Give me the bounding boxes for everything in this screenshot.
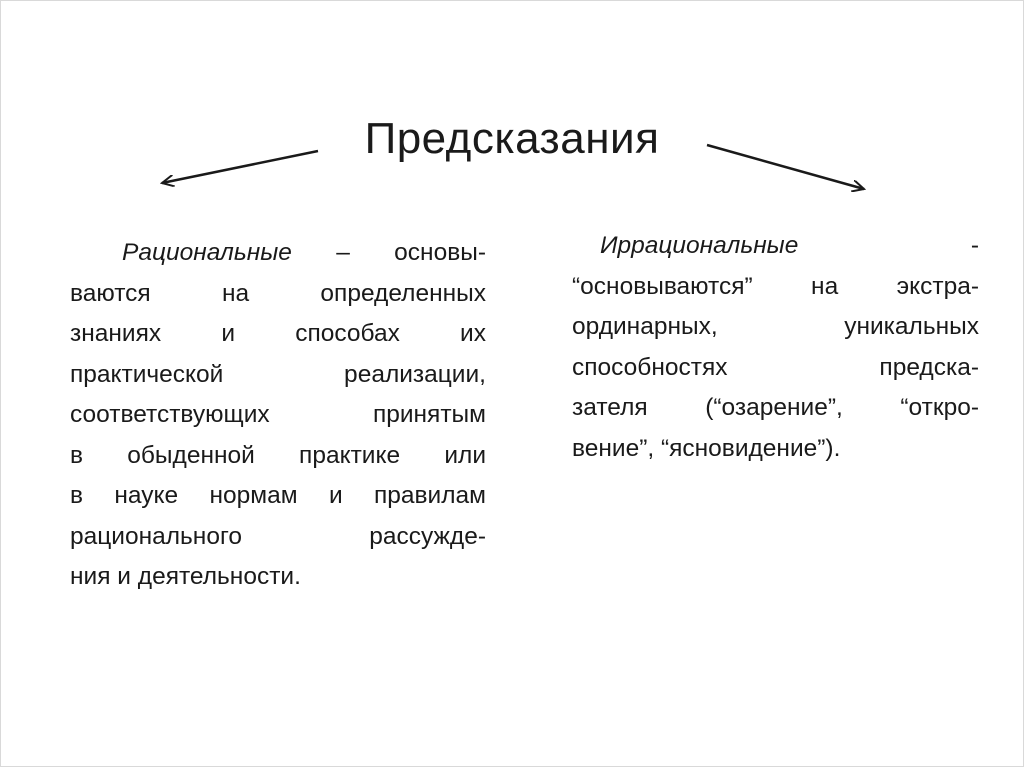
- irrational-line-3: ординарных, уникальных: [572, 313, 979, 340]
- rational-line-6: в обыденной практике или: [70, 441, 486, 469]
- irrational-line-1: [572, 226, 979, 267]
- left-arrow: [162, 151, 318, 183]
- irrational-dash: -: [970, 232, 979, 259]
- irrational-line-5: зателя (“озарение”, “откро-: [572, 394, 979, 421]
- rational-line-2: ваются на определенных: [70, 279, 486, 307]
- rational-line-4: практической реализации,: [70, 360, 486, 388]
- rational-line-9: ния и деятельности.: [70, 563, 301, 590]
- irrational-description: [572, 226, 979, 469]
- rational-line-1: Рациональные – основы-: [122, 239, 486, 266]
- rational-term: Рациональные: [122, 239, 292, 266]
- slide-title: Предсказания: [364, 114, 660, 164]
- irrational-line-2: “основываются” на экстра-: [572, 272, 979, 300]
- rational-line-3: знаниях и способах их: [70, 320, 486, 347]
- rational-line-5: соответствующих принятым: [70, 401, 486, 428]
- irrational-term: Иррациональные: [600, 232, 799, 259]
- rational-description: [70, 233, 486, 598]
- irrational-line-6: вение”, “ясновидение”).: [572, 434, 841, 462]
- irrational-line-4: способностях предска-: [572, 353, 979, 381]
- right-arrow: [707, 145, 864, 189]
- rational-line-8: рационального рассужде-: [70, 522, 486, 550]
- rational-line-7: в науке нормам и правилам: [70, 482, 486, 509]
